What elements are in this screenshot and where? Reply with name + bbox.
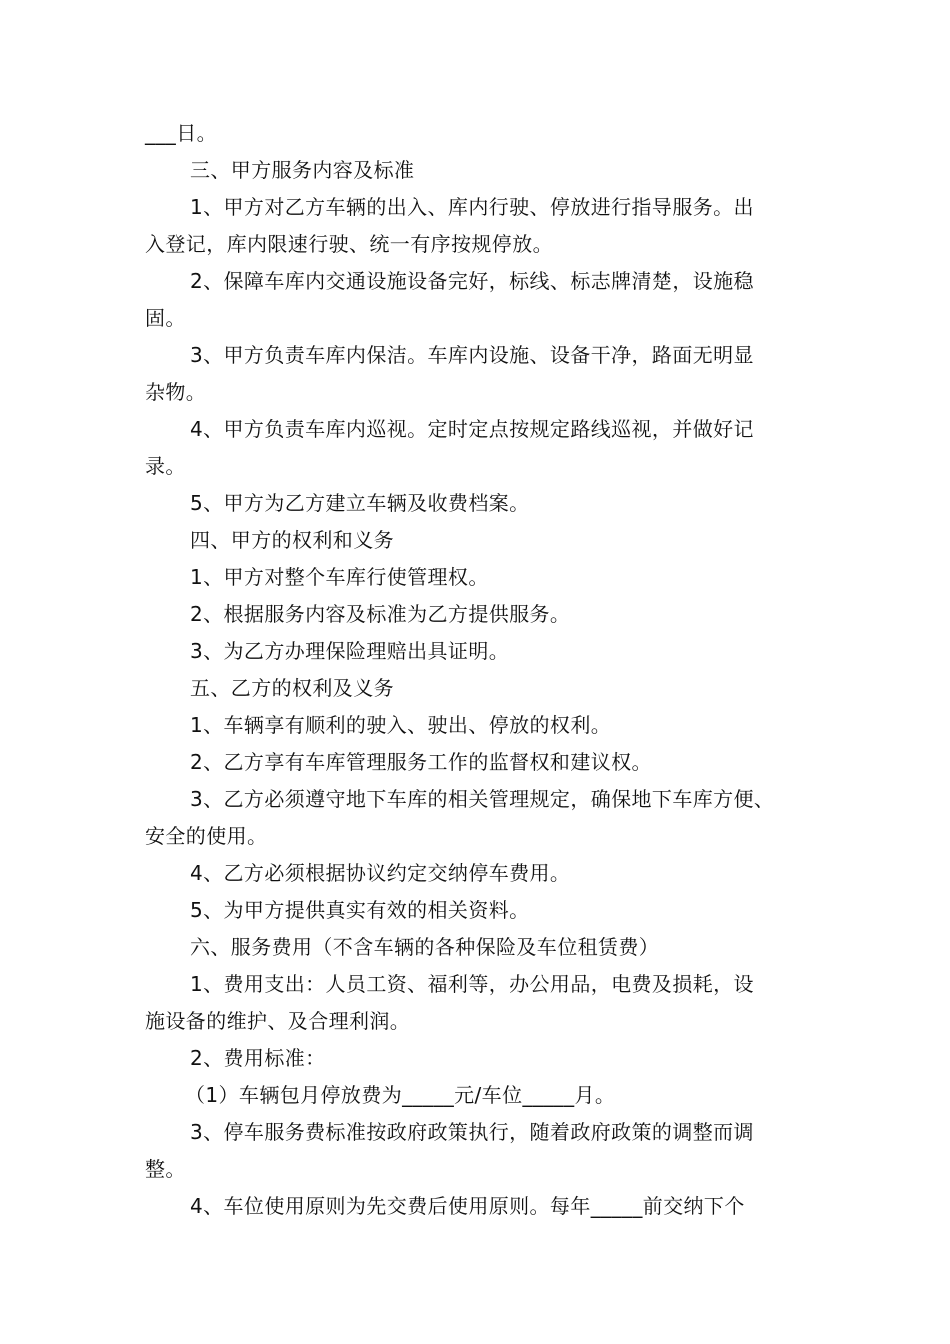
document-line: 六、服务费用（不含车辆的各种保险及车位租赁费） [190, 935, 660, 959]
document-line: 1、甲方对乙方车辆的出入、库内行驶、停放进行指导服务。出 [190, 195, 754, 219]
document-line: 2、乙方享有车库管理服务工作的监督权和建议权。 [190, 750, 652, 774]
document-line: 五、乙方的权利及义务 [190, 676, 394, 700]
document-line: 四、甲方的权利和义务 [190, 528, 394, 552]
document-line: 4、甲方负责车库内巡视。定时定点按规定路线巡视，并做好记 [190, 417, 754, 441]
document-line: 1、费用支出：人员工资、福利等，办公用品，电费及损耗，设 [190, 972, 754, 996]
document-line: 1、车辆享有顺利的驶入、驶出、停放的权利。 [190, 713, 612, 737]
document-line: 3、甲方负责车库内保洁。车库内设施、设备干净，路面无明显 [190, 343, 754, 367]
document-line: 施设备的维护、及合理利润。 [145, 1009, 411, 1033]
document-line: 5、甲方为乙方建立车辆及收费档案。 [190, 491, 530, 515]
document-line: 2、费用标准： [190, 1046, 326, 1070]
document-line: 杂物。 [145, 380, 207, 404]
document-line: （1）车辆包月停放费为_____元/车位_____月。 [185, 1083, 616, 1107]
document-line: 三、甲方服务内容及标准 [190, 158, 415, 182]
document-line: 整。 [145, 1157, 186, 1181]
document-line: 5、为甲方提供真实有效的相关资料。 [190, 898, 530, 922]
document-line: 安全的使用。 [145, 824, 268, 848]
document-line: 入登记，库内限速行驶、统一有序按规停放。 [145, 232, 553, 256]
document-line: ___日。 [145, 121, 217, 145]
document-line: 固。 [145, 306, 186, 330]
document-body [145, 115, 810, 1225]
document-line: 3、乙方必须遵守地下车库的相关管理规定，确保地下车库方便、 [190, 787, 775, 811]
document-line: 3、停车服务费标准按政府政策执行，随着政府政策的调整而调 [190, 1120, 754, 1144]
document-line: 1、甲方对整个车库行使管理权。 [190, 565, 489, 589]
document-line: 2、保障车库内交通设施设备完好，标线、标志牌清楚，设施稳 [190, 269, 754, 293]
document-line: 录。 [145, 454, 186, 478]
document-line: 4、车位使用原则为先交费后使用原则。每年_____前交纳下个 [190, 1194, 745, 1218]
document-line: 3、为乙方办理保险理赔出具证明。 [190, 639, 510, 663]
document-line: 4、乙方必须根据协议约定交纳停车费用。 [190, 861, 571, 885]
document-line: 2、根据服务内容及标准为乙方提供服务。 [190, 602, 571, 626]
